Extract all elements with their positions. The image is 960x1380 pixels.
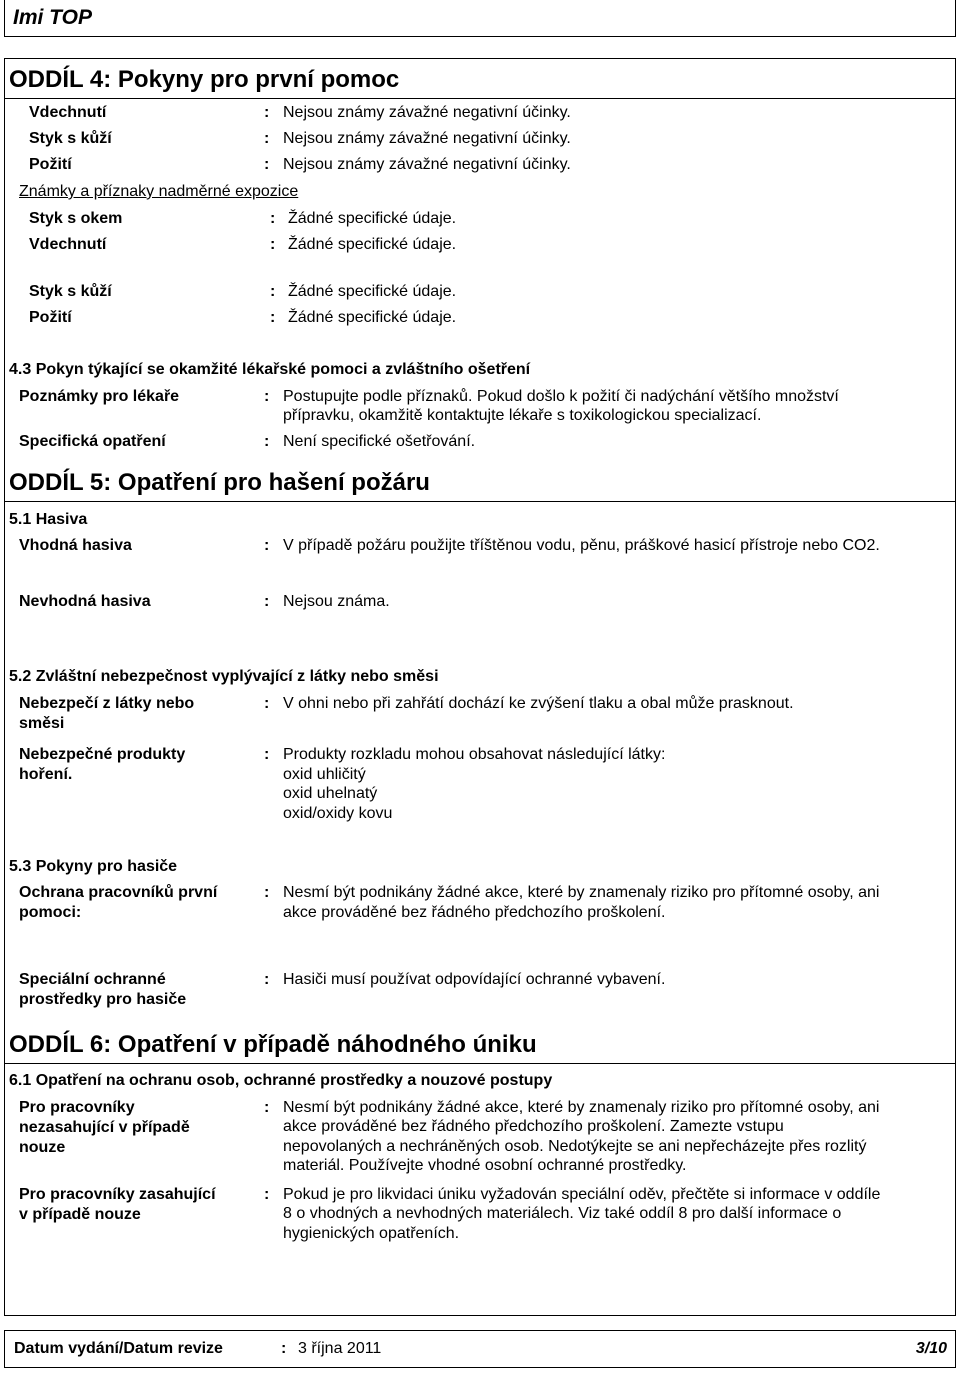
eye-contact-value: Žádné specifické údaje. <box>288 210 457 227</box>
non-emergency-line1: Nesmí být podnikány žádné akce, které by znamenaly riziko pro přítomné osoby, ani <box>283 1099 880 1116</box>
section-6-divider <box>4 1063 956 1064</box>
subsection-4-3: 4.3 Pokyn týkající se okamžité lékařské pomoci a zvláštního ošetření <box>9 361 531 378</box>
colon: : <box>264 593 270 610</box>
ingestion-value: Nejsou známy závažné negativní účinky. <box>283 156 571 173</box>
symptoms-heading: Známky a příznaky nadměrné expozice <box>19 183 299 200</box>
hazard-value: V ohni nebo při zahřátí dochází ke zvýšení tlaku a obal může prasknout. <box>283 695 794 712</box>
colon: : <box>264 156 270 173</box>
subsection-5-2: 5.2 Zvláštní nebezpečnost vyplývající z látky nebo směsi <box>9 668 439 685</box>
ingestion-label: Požití <box>29 156 72 173</box>
combustion-products-line2: oxid uhličitý <box>283 766 366 783</box>
colon: : <box>264 537 270 554</box>
inhalation-symptom-value: Žádné specifické údaje. <box>288 236 457 253</box>
combustion-products-label-line2: hoření. <box>19 766 73 783</box>
first-aid-protection-label-line1: Ochrana pracovníků první <box>19 884 218 901</box>
colon: : <box>270 210 276 227</box>
suitable-media-value: V případě požáru použijte tříštěnou vodu, pěnu, práškové hasicí přístroje nebo CO2. <box>283 537 880 554</box>
colon: : <box>270 309 276 326</box>
section-5-divider <box>4 501 956 502</box>
unsuitable-media-value: Nejsou známa. <box>283 593 390 610</box>
emergency-responders-line2: 8 o vhodných a nevhodných materiálech. Viz také oddíl 8 pro další informace o <box>283 1205 842 1222</box>
hazard-label-line2: směsi <box>19 715 65 732</box>
page-number: 3/10 <box>915 1340 947 1357</box>
non-emergency-line3: nepovolaných a nechráněných osob. Nedotýkejte se ani nepřecházejte přes rozlitý <box>283 1138 867 1155</box>
section-4-title: ODDÍL 4: Pokyny pro první pomoc <box>9 66 400 93</box>
colon: : <box>264 1099 270 1116</box>
colon: : <box>264 971 270 988</box>
colon: : <box>264 104 270 121</box>
eye-contact-label: Styk s okem <box>29 210 123 227</box>
notes-value-line1: Postupujte podle příznaků. Pokud došlo k požití či nadýchání většího množství <box>283 388 839 405</box>
section-5-title: ODDÍL 5: Opatření pro hašení požáru <box>9 469 430 496</box>
non-emergency-line2: akce prováděné bez řádného předchozího proškolení. Zamezte vstupu <box>283 1118 784 1135</box>
colon: : <box>264 746 270 763</box>
footer-colon: : <box>281 1340 287 1357</box>
ingestion-symptom-value: Žádné specifické údaje. <box>288 309 457 326</box>
notes-for-physician-label: Poznámky pro lékaře <box>19 388 180 405</box>
non-emergency-line4: materiál. Používejte vhodné osobní ochranné prostředky. <box>283 1157 687 1174</box>
footer-box <box>4 1330 956 1368</box>
colon: : <box>270 236 276 253</box>
specific-treatment-value: Není specifické ošetřování. <box>283 433 476 450</box>
first-aid-protection-line2: akce prováděné bez řádného předchozího proškolení. <box>283 904 666 921</box>
firefighter-equipment-label-line1: Speciální ochranné <box>19 971 166 988</box>
combustion-products-line3: oxid uhelnatý <box>283 785 378 802</box>
colon: : <box>264 433 270 450</box>
section-6-title: ODDÍL 6: Opatření v případě náhodného úniku <box>9 1031 537 1058</box>
product-title: Imi TOP <box>13 6 92 29</box>
colon: : <box>264 695 270 712</box>
combustion-products-line1: Produkty rozkladu mohou obsahovat následující látky: <box>283 746 666 763</box>
unsuitable-media-label: Nevhodná hasiva <box>19 593 151 610</box>
section-4-divider <box>4 98 956 99</box>
colon: : <box>264 388 270 405</box>
revision-date-label: Datum vydání/Datum revize <box>14 1340 223 1357</box>
ingestion-symptom-label: Požití <box>29 309 72 326</box>
non-emergency-label-line2: nezasahující v případě <box>19 1119 190 1136</box>
emergency-responders-label-line2: v případě nouze <box>19 1206 141 1223</box>
skin-contact-label: Styk s kůží <box>29 130 112 147</box>
emergency-responders-line3: hygienických opatřeních. <box>283 1225 460 1242</box>
inhalation-symptom-label: Vdechnutí <box>29 236 107 253</box>
combustion-products-label-line1: Nebezpečné produkty <box>19 746 186 763</box>
non-emergency-label-line3: nouze <box>19 1139 66 1156</box>
emergency-responders-label-line1: Pro pracovníky zasahující <box>19 1186 216 1203</box>
non-emergency-label-line1: Pro pracovníky <box>19 1099 135 1116</box>
skin-symptom-value: Žádné specifické údaje. <box>288 283 457 300</box>
header-box <box>4 0 956 37</box>
revision-date-value: 3 října 2011 <box>298 1340 382 1357</box>
firefighter-equipment-label-line2: prostředky pro hasiče <box>19 991 187 1008</box>
suitable-media-label: Vhodná hasiva <box>19 537 132 554</box>
skin-symptom-label: Styk s kůží <box>29 283 112 300</box>
specific-treatment-label: Specifická opatření <box>19 433 166 450</box>
inhalation-label: Vdechnutí <box>29 104 107 121</box>
subsection-6-1: 6.1 Opatření na ochranu osob, ochranné prostředky a nouzové postupy <box>9 1072 553 1089</box>
colon: : <box>264 884 270 901</box>
colon: : <box>264 1186 270 1203</box>
first-aid-protection-label-line2: pomoci: <box>19 904 82 921</box>
emergency-responders-line1: Pokud je pro likvidaci úniku vyžadován speciální oděv, přečtěte si informace v oddíle <box>283 1186 881 1203</box>
combustion-products-line4: oxid/oxidy kovu <box>283 805 393 822</box>
first-aid-protection-line1: Nesmí být podnikány žádné akce, které by znamenaly riziko pro přítomné osoby, ani <box>283 884 880 901</box>
notes-value-line2: přípravku, okamžitě kontaktujte lékaře s toxikologickou specializací. <box>283 407 762 424</box>
inhalation-value: Nejsou známy závažné negativní účinky. <box>283 104 571 121</box>
colon: : <box>270 283 276 300</box>
firefighter-equipment-value: Hasiči musí používat odpovídající ochranné vybavení. <box>283 971 666 988</box>
subsection-5-1: 5.1 Hasiva <box>9 511 88 528</box>
skin-contact-value: Nejsou známy závažné negativní účinky. <box>283 130 571 147</box>
subsection-5-3: 5.3 Pokyny pro hasiče <box>9 858 178 875</box>
hazard-label-line1: Nebezpečí z látky nebo <box>19 695 195 712</box>
colon: : <box>264 130 270 147</box>
